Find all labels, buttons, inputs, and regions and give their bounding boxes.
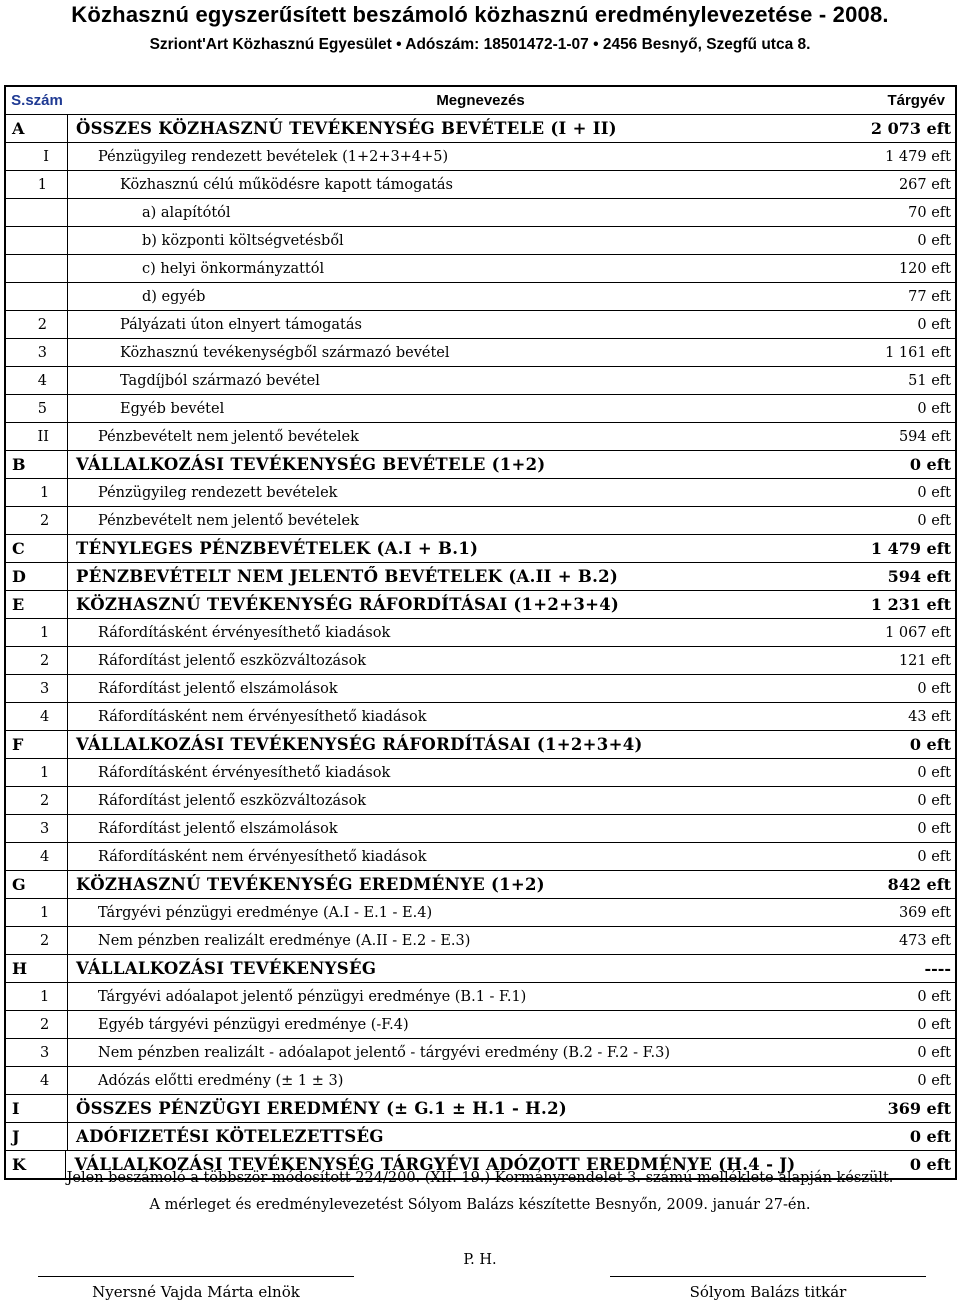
table-row <box>6 618 955 646</box>
row-value: 77 eft <box>908 288 951 305</box>
row-value: 594 eft <box>887 567 951 586</box>
row-label: VÁLLALKOZÁSI TEVÉKENYSÉG BEVÉTELE (1+2) <box>76 455 546 474</box>
row-value: 0 eft <box>917 232 951 249</box>
footer-note-regulation: Jelen beszámoló a többször módosított 224/200. (XII. 19.) Kormányrendelet 3. számú melléklete alapján készült. <box>66 1170 894 1186</box>
row-value: 0 eft <box>917 1016 951 1033</box>
row-value: 594 eft <box>898 428 951 445</box>
row-value: 0 eft <box>917 484 951 501</box>
row-code: G <box>6 871 68 898</box>
table-row <box>6 310 955 338</box>
row-value: 120 eft <box>898 260 951 277</box>
row-code: II <box>6 423 68 450</box>
row-value: 0 eft <box>917 680 951 697</box>
row-code <box>6 255 68 282</box>
table-row <box>6 366 955 394</box>
row-value: ---- <box>924 959 951 978</box>
row-code: 2 <box>6 1011 68 1038</box>
row-code: C <box>6 535 68 562</box>
row-code: D <box>6 563 68 590</box>
table-header <box>6 87 955 114</box>
row-code: F <box>6 731 68 758</box>
row-code: 4 <box>6 703 68 730</box>
row-code: 1 <box>6 479 68 506</box>
header-code: S.szám <box>11 92 63 109</box>
row-code: 2 <box>6 647 68 674</box>
row-value: 1 161 eft <box>885 344 951 361</box>
table-row <box>6 954 955 982</box>
table-row <box>6 114 955 142</box>
table-row <box>6 1094 955 1122</box>
header-name: Megnevezés <box>436 92 525 109</box>
row-value: 369 eft <box>887 1099 951 1118</box>
signature-line-left <box>38 1276 354 1277</box>
table-row <box>6 562 955 590</box>
table-row <box>6 842 955 870</box>
row-code: H <box>6 955 68 982</box>
row-code: 4 <box>6 843 68 870</box>
row-code: 3 <box>6 675 68 702</box>
row-value: 2 073 eft <box>870 119 951 138</box>
table-row <box>6 870 955 898</box>
table-row <box>6 226 955 254</box>
row-value: 0 eft <box>917 848 951 865</box>
row-code: 4 <box>6 1067 68 1094</box>
table-row <box>6 1010 955 1038</box>
row-value: 0 eft <box>917 792 951 809</box>
row-code: 1 <box>6 619 68 646</box>
table-row <box>6 758 955 786</box>
row-code: 1 <box>6 899 68 926</box>
table-row <box>6 646 955 674</box>
row-code: 3 <box>6 815 68 842</box>
row-code: 2 <box>6 927 68 954</box>
table-row <box>6 1122 955 1150</box>
table-row <box>6 926 955 954</box>
row-code: I <box>6 1095 68 1122</box>
row-value: 70 eft <box>908 204 951 221</box>
row-code: 2 <box>6 787 68 814</box>
row-label: Pályázati úton elnyert támogatás <box>120 316 362 333</box>
row-label: Ráfordításként nem érvényesíthető kiadások <box>98 848 427 865</box>
row-label: c) helyi önkormányzattól <box>142 260 325 277</box>
row-code <box>6 199 68 226</box>
row-label: ADÓFIZETÉSI KÖTELEZETTSÉG <box>76 1127 384 1146</box>
table-row <box>6 198 955 226</box>
row-value: 267 eft <box>898 176 951 193</box>
document-title: Közhasznú egyszerűsített beszámoló közhasznú eredménylevezetése - 2008. <box>71 2 889 27</box>
row-code: A <box>6 115 68 142</box>
table-row <box>6 422 955 450</box>
row-value: 0 eft <box>917 512 951 529</box>
row-label: Ráfordítást jelentő elszámolások <box>98 680 338 697</box>
row-value: 1 231 eft <box>870 595 951 614</box>
row-code <box>6 227 68 254</box>
row-code: B <box>6 451 68 478</box>
row-value: 842 eft <box>887 875 951 894</box>
row-label: d) egyéb <box>142 288 206 305</box>
row-code: 4 <box>6 367 68 394</box>
row-code: 2 <box>6 507 68 534</box>
row-label: Pénzbevételt nem jelentő bevételek <box>98 512 359 529</box>
table-row <box>6 282 955 310</box>
row-label: a) alapítótól <box>142 204 231 221</box>
row-value: 0 eft <box>909 1127 951 1146</box>
row-code: 3 <box>6 339 68 366</box>
row-value: 1 479 eft <box>870 539 951 558</box>
row-value: 473 eft <box>898 932 951 949</box>
row-value: 1 067 eft <box>885 624 951 641</box>
row-code: 1 <box>6 759 68 786</box>
table-row <box>6 450 955 478</box>
row-label: Ráfordítást jelentő elszámolások <box>98 820 338 837</box>
table-row <box>6 394 955 422</box>
row-label: VÁLLALKOZÁSI TEVÉKENYSÉG <box>76 959 377 978</box>
row-value: 0 eft <box>917 1044 951 1061</box>
row-label: KÖZHASZNÚ TEVÉKENYSÉG EREDMÉNYE (1+2) <box>76 875 545 894</box>
stamp-placeholder: P. H. <box>463 1252 497 1268</box>
table-row <box>6 1038 955 1066</box>
row-label: Ráfordításként nem érvényesíthető kiadások <box>98 708 427 725</box>
row-value: 0 eft <box>917 764 951 781</box>
row-code: 2 <box>6 311 68 338</box>
table-row <box>6 702 955 730</box>
row-code: 1 <box>6 171 68 198</box>
row-value: 0 eft <box>917 400 951 417</box>
table-row <box>6 786 955 814</box>
table-row <box>6 1066 955 1094</box>
row-code: 5 <box>6 395 68 422</box>
row-label: Egyéb tárgyévi pénzügyi eredménye (-F.4) <box>98 1016 409 1033</box>
row-label: PÉNZBEVÉTELT NEM JELENTŐ BEVÉTELEK (A.II + B.2) <box>76 567 619 586</box>
row-label: Pénzügyileg rendezett bevételek <box>98 484 338 501</box>
row-value: 0 eft <box>917 316 951 333</box>
row-value: 0 eft <box>917 988 951 1005</box>
table-row <box>6 142 955 170</box>
row-label: Egyéb bevétel <box>120 400 225 417</box>
signature-line-right <box>610 1276 926 1277</box>
row-label: Ráfordítást jelentő eszközváltozások <box>98 652 367 669</box>
table-row <box>6 590 955 618</box>
row-label: Közhasznú célú működésre kapott támogatás <box>120 176 453 193</box>
table-row <box>6 254 955 282</box>
row-label: TÉNYLEGES PÉNZBEVÉTELEK (A.I + B.1) <box>76 539 479 558</box>
row-value: 0 eft <box>917 820 951 837</box>
row-value: 43 eft <box>908 708 951 725</box>
organization-subtitle: Szriont'Art Közhasznú Egyesület • Adószám: 18501472-1-07 • 2456 Besnyő, Szegfű utca 8. <box>149 36 811 53</box>
header-value: Tárgyév <box>887 92 945 109</box>
row-code: I <box>6 143 68 170</box>
row-value: 0 eft <box>917 1072 951 1089</box>
table-row <box>6 338 955 366</box>
report-table <box>4 85 957 1180</box>
row-label: Tagdíjból származó bevétel <box>120 372 320 389</box>
row-label: Nem pénzben realizált eredménye (A.II - E.2 - E.3) <box>98 932 471 949</box>
table-row <box>6 982 955 1010</box>
row-code: 3 <box>6 1039 68 1066</box>
signature-name-right: Sólyom Balázs titkár <box>689 1283 847 1301</box>
row-value: 0 eft <box>909 735 951 754</box>
table-row <box>6 506 955 534</box>
row-value: 369 eft <box>898 904 951 921</box>
row-label: Tárgyévi pénzügyi eredménye (A.I - E.1 - E.4) <box>98 904 433 921</box>
row-label: VÁLLALKOZÁSI TEVÉKENYSÉG RÁFORDÍTÁSAI (1+2+3+4) <box>76 735 643 754</box>
row-value: 1 479 eft <box>885 148 951 165</box>
row-value: 0 eft <box>909 1155 951 1174</box>
table-row <box>6 478 955 506</box>
row-label: ÖSSZES PÉNZÜGYI EREDMÉNY (± G.1 ± H.1 - H.2) <box>76 1099 567 1118</box>
row-label: VÁLLALKOZÁSI TEVÉKENYSÉG TÁRGYÉVI ADÓZOTT EREDMÉNYE (H.4 - J) <box>74 1155 796 1174</box>
signature-name-left: Nyersné Vajda Márta elnök <box>92 1283 300 1301</box>
row-label: Közhasznú tevékenységből származó bevétel <box>120 344 450 361</box>
row-code <box>6 283 68 310</box>
row-label: Ráfordításként érvényesíthető kiadások <box>98 624 391 641</box>
footer-note-author: A mérleget és eredménylevezetést Sólyom Balázs készítette Besnyőn, 2009. január 27-én. <box>149 1197 811 1213</box>
row-value: 0 eft <box>909 455 951 474</box>
row-label: Adózás előtti eredmény (± 1 ± 3) <box>98 1072 344 1089</box>
row-label: Pénzbevételt nem jelentő bevételek <box>98 428 359 445</box>
table-row <box>6 898 955 926</box>
row-label: Nem pénzben realizált - adóalapot jelentő - tárgyévi eredmény (B.2 - F.2 - F.3) <box>98 1044 670 1061</box>
row-label: Tárgyévi adóalapot jelentő pénzügyi eredménye (B.1 - F.1) <box>98 988 527 1005</box>
table-row <box>6 674 955 702</box>
table-row <box>6 170 955 198</box>
row-code: 1 <box>6 983 68 1010</box>
row-label: Pénzügyileg rendezett bevételek (1+2+3+4+5) <box>98 148 449 165</box>
row-label: KÖZHASZNÚ TEVÉKENYSÉG RÁFORDÍTÁSAI (1+2+3+4) <box>76 595 620 614</box>
row-label: Ráfordítást jelentő eszközváltozások <box>98 792 367 809</box>
table-row <box>6 534 955 562</box>
table-row <box>6 814 955 842</box>
table-body <box>6 114 955 1178</box>
table-row <box>6 730 955 758</box>
row-value: 51 eft <box>908 372 951 389</box>
row-code: K <box>6 1151 66 1178</box>
row-value: 121 eft <box>898 652 951 669</box>
row-label: ÖSSZES KÖZHASZNÚ TEVÉKENYSÉG BEVÉTELE (I + II) <box>76 119 617 138</box>
row-code: J <box>6 1123 68 1150</box>
row-code: E <box>6 591 68 618</box>
row-label: b) központi költségvetésből <box>142 232 344 249</box>
row-label: Ráfordításként érvényesíthető kiadások <box>98 764 391 781</box>
